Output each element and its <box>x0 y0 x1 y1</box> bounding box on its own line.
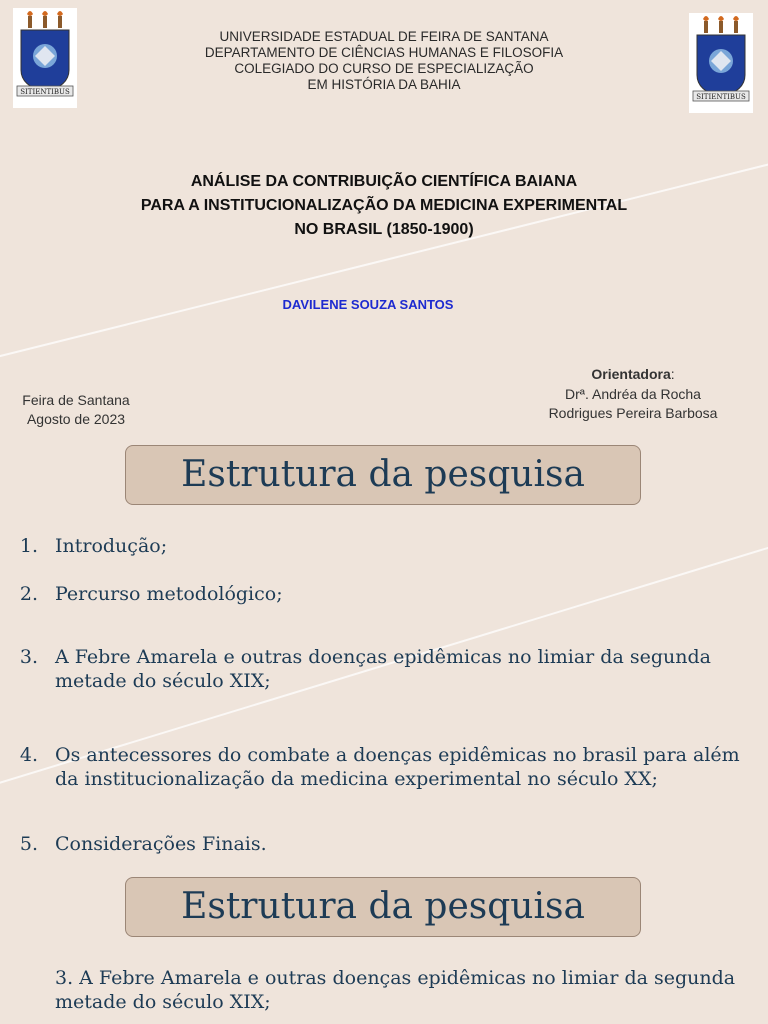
header-colegiado: COLEGIADO DO CURSO DE ESPECIALIZAÇÃO <box>234 61 534 76</box>
header-department: DEPARTAMENTO DE CIÊNCIAS HUMANAS E FILOSOFIA <box>204 45 564 60</box>
advisor-block <box>520 365 746 424</box>
university-crest-right <box>689 13 751 118</box>
list-item-text: Introdução; <box>55 535 168 557</box>
title-line-2: PARA A INSTITUCIONALIZAÇÃO DA MEDICINA EXPERIMENTAL <box>140 197 628 214</box>
institution-header <box>150 29 618 93</box>
crest-motto: SITIENTIBUS <box>20 88 70 96</box>
list-item-text: Percurso metodológico; <box>55 583 283 605</box>
title-line-1: ANÁLISE DA CONTRIBUIÇÃO CIENTÍFICA BAIANA <box>190 173 578 190</box>
list-item-number: 2. <box>19 583 38 605</box>
list-item-number: 5. <box>19 833 38 855</box>
header-course: EM HISTÓRIA DA BAHIA <box>307 77 461 92</box>
author-name: DAVILENE SOUZA SANTOS <box>282 297 454 312</box>
list-item-text: A Febre Amarela e outras doenças epidêmicas no limiar da segunda metade do século XIX; <box>55 646 711 692</box>
advisor-label: Orientadora <box>591 366 671 382</box>
title-line-3: NO BRASIL (1850-1900) <box>294 221 474 238</box>
place-city: Feira de Santana <box>22 392 130 408</box>
list-item-number: 1. <box>19 535 38 557</box>
place-date <box>0 391 152 429</box>
section-heading-banner: Estrutura da pesquisa <box>125 445 641 505</box>
section-heading-banner: Estrutura da pesquisa <box>125 877 641 937</box>
list-item-text: Os antecessores do combate a doenças epidêmicas no brasil para além da institucionalização da medicina experimental no século XX; <box>55 744 740 790</box>
advisor-name-line-1: Drª. Andréa da Rocha <box>565 385 701 402</box>
list-item-text: Considerações Finais. <box>55 833 267 855</box>
place-date-text: Agosto de 2023 <box>26 411 126 427</box>
document-title <box>40 170 728 242</box>
list-item-number: 3. <box>19 646 38 668</box>
list-item-number: 4. <box>19 744 38 766</box>
section2-item: 3. A Febre Amarela e outras doenças epidêmicas no limiar da segunda metade do século XIX; <box>55 967 736 1013</box>
crest-motto: SITIENTIBUS <box>696 93 746 101</box>
header-university: UNIVERSIDADE ESTADUAL DE FEIRA DE SANTANA <box>219 29 549 44</box>
university-crest-left <box>13 8 75 113</box>
advisor-name-line-2: Rodrigues Pereira Barbosa <box>548 405 718 421</box>
advisor-colon: : <box>670 366 675 382</box>
